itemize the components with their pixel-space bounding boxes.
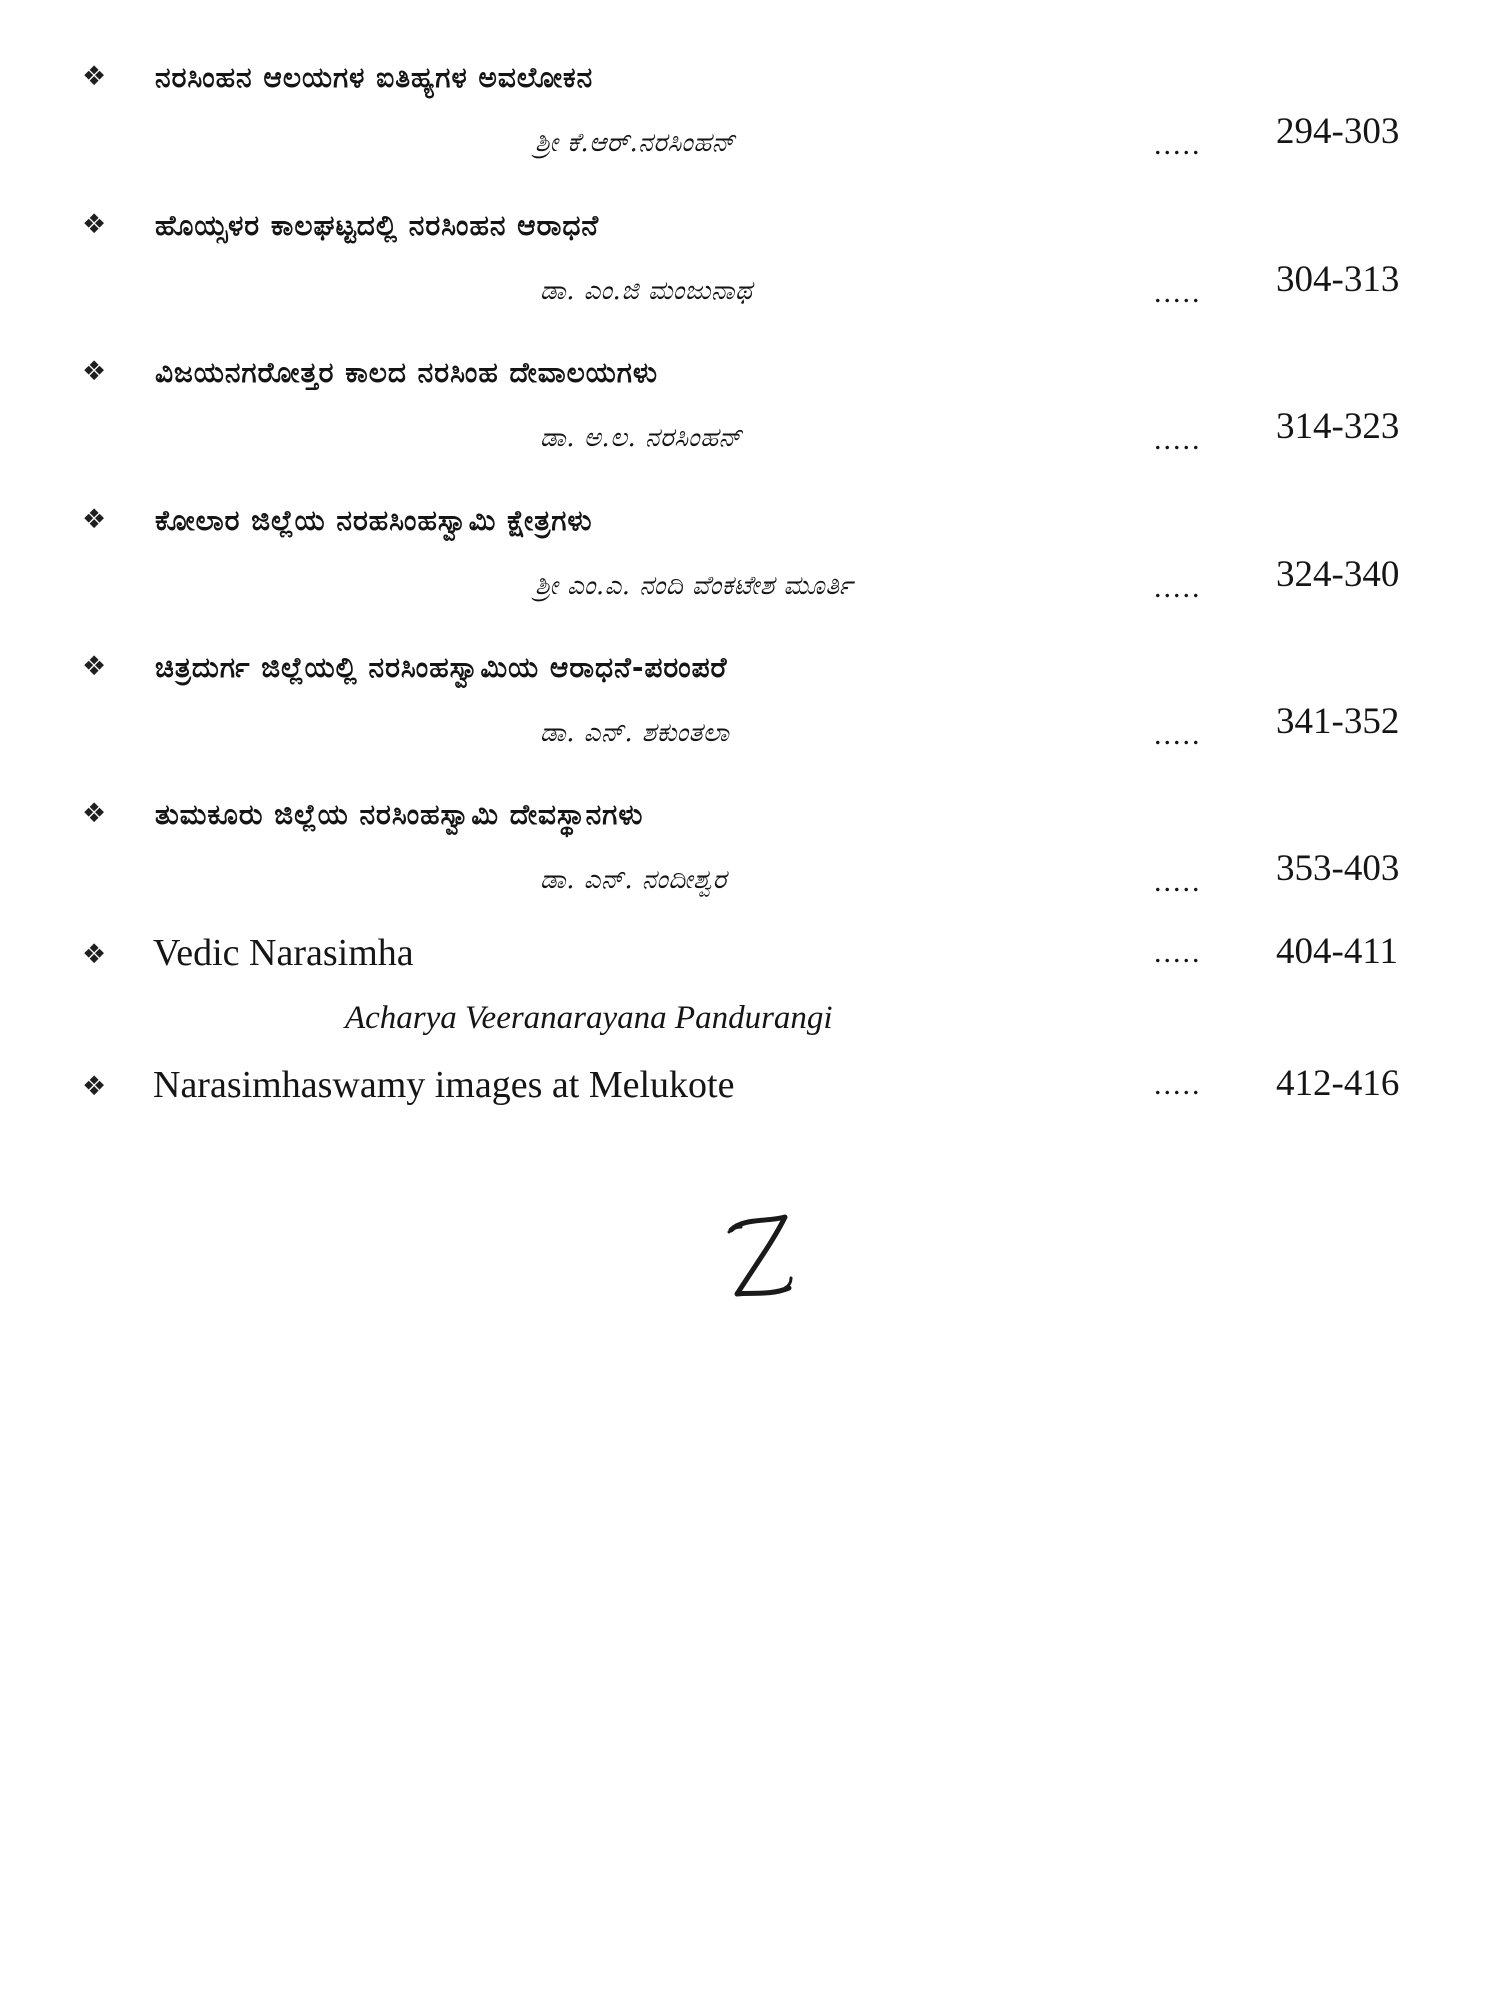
diamond-bullet-icon: ❖ [82, 1071, 107, 1102]
page-range: 404-411 [1276, 931, 1398, 972]
entry-title: ವಿಜಯನಗರೋತ್ತರ ಕಾಲದ ನರಸಿಂಹ ದೇವಾಲಯಗಳು [155, 356, 659, 389]
page-range: 314-323 [1276, 406, 1400, 447]
entry-title: ಚಿತ್ರದುರ್ಗ ಜಿಲ್ಲೆಯಲ್ಲಿ ನರಸಿಂಹಸ್ವಾಮಿಯ ಆರಾಧನೆ-ಪರಂಪರೆ [155, 651, 728, 684]
leader-dots: ..... [1154, 128, 1202, 161]
entry-title: ತುಮಕೂರು ಜಿಲ್ಲೆಯ ನರಸಿಂಹಸ್ವಾಮಿ ದೇವಸ್ಥಾನಗಳು [155, 798, 644, 831]
entry-author: ಡಾ. ಎಂ.ಜಿ ಮಂಜುನಾಥ [540, 276, 753, 306]
entry-title: Vedic Narasimha [153, 932, 414, 974]
page-range: 324-340 [1276, 554, 1400, 595]
entry-author: ಡಾ. ಅ.ಲ. ನರಸಿಂಹನ್ [540, 423, 742, 453]
diamond-bullet-icon: ❖ [82, 356, 107, 387]
page-range: 353-403 [1276, 848, 1400, 889]
diamond-bullet-icon: ❖ [82, 651, 107, 682]
entry-title: ಕೋಲಾರ ಜಿಲ್ಲೆಯ ನರಹಸಿಂಹಸ್ವಾಮಿ ಕ್ಷೇತ್ರಗಳು [155, 504, 593, 537]
entry-title: Narasimhaswamy images at Melukote [153, 1064, 735, 1106]
entry-author: ಡಾ. ಎನ್. ನಂದೀಶ್ವರ [540, 865, 727, 895]
leader-dots: ..... [1154, 1068, 1202, 1101]
closing-flourish-icon [725, 1208, 795, 1308]
page-range: 294-303 [1276, 111, 1400, 152]
leader-dots: ..... [1154, 571, 1202, 604]
entry-title: ಹೊಯ್ಸಳರ ಕಾಲಘಟ್ಟದಲ್ಲಿ ನರಸಿಂಹನ ಆರಾಧನೆ [155, 209, 600, 242]
leader-dots: ..... [1154, 936, 1202, 969]
diamond-bullet-icon: ❖ [82, 209, 107, 240]
leader-dots: ..... [1154, 423, 1202, 456]
entry-author: ಶ್ರೀ ಎಂ.ಎ. ನಂದಿ ವೆಂಕಟೇಶ ಮೂರ್ತಿ [535, 571, 853, 601]
page-range: 304-313 [1276, 259, 1400, 300]
diamond-bullet-icon: ❖ [82, 504, 107, 535]
leader-dots: ..... [1154, 718, 1202, 751]
diamond-bullet-icon: ❖ [82, 939, 107, 970]
diamond-bullet-icon: ❖ [82, 61, 107, 92]
page-range: 341-352 [1276, 701, 1400, 742]
leader-dots: ..... [1154, 276, 1202, 309]
leader-dots: ..... [1154, 865, 1202, 898]
entry-author: Acharya Veeranarayana Pandurangi [345, 1000, 833, 1036]
page-range: 412-416 [1276, 1063, 1400, 1104]
diamond-bullet-icon: ❖ [82, 798, 107, 829]
entry-author: ಶ್ರೀ ಕೆ.ಆರ್.ನರಸಿಂಹನ್ [535, 128, 736, 158]
entry-title: ನರಸಿಂಹನ ಆಲಯಗಳ ಐತಿಹ್ಯಗಳ ಅವಲೋಕನ [155, 61, 594, 94]
entry-author: ಡಾ. ಎನ್. ಶಕುಂತಲಾ [540, 718, 730, 748]
